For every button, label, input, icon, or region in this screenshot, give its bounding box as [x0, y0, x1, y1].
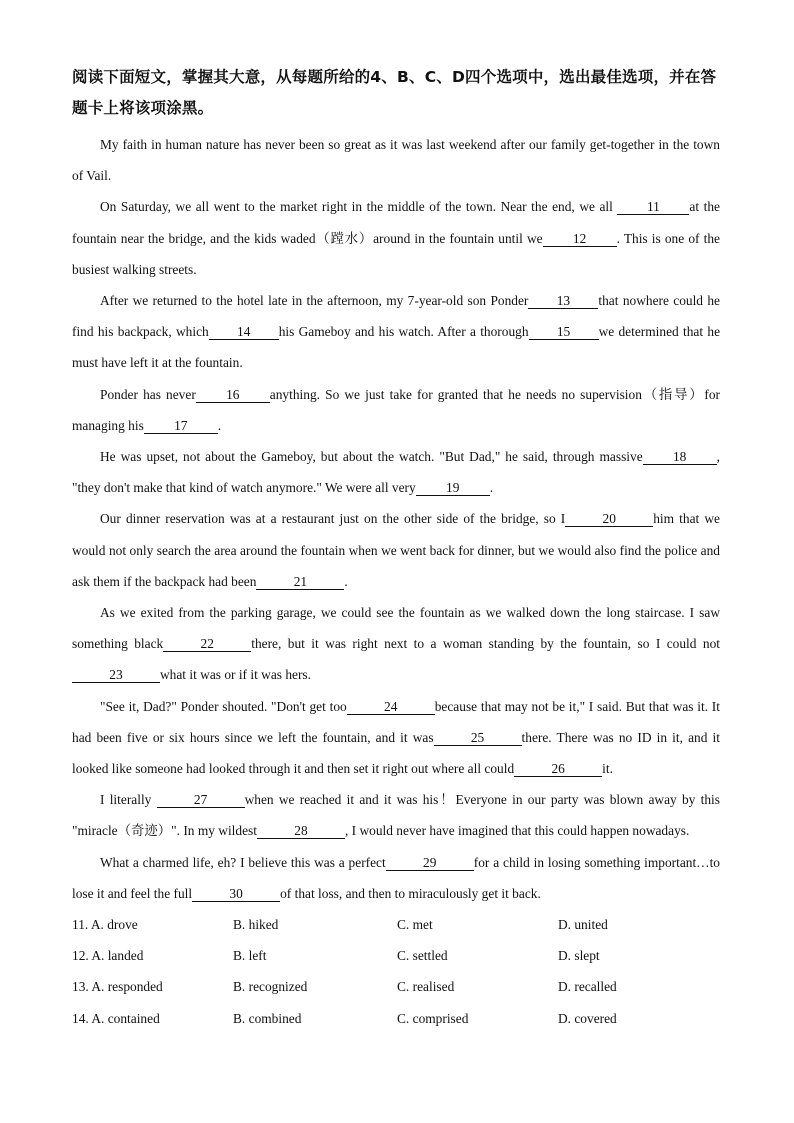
option-choice: C. settled: [397, 948, 448, 964]
blank-27: 27: [157, 792, 245, 808]
passage-paragraph: [72, 379, 720, 441]
passage-paragraph: [72, 129, 720, 191]
passage-text: . This is one of the busiest walking streets.: [72, 230, 720, 277]
passage-paragraph: [72, 847, 720, 909]
passage-text: him that we would not only search the area around the fountain when we went back for dinner, but we would also find the police and ask them if the backpack had been: [72, 511, 720, 589]
blank-17: 17: [144, 418, 218, 434]
option-choice: D. united: [558, 917, 608, 933]
option-choice: B. hiked: [233, 917, 279, 933]
passage-text: at the fountain near the bridge, and the kids waded（蹚水）around in the fountain until we: [72, 199, 720, 246]
passage-text: My faith in human nature has never been so great as it was last weekend after our family get-together in the town of Vail.: [72, 137, 720, 184]
option-choice: 12. A. landed: [72, 948, 144, 964]
blank-15: 15: [529, 324, 599, 340]
option-row: [72, 940, 720, 971]
blank-30: 30: [192, 886, 280, 902]
blank-28: 28: [257, 823, 345, 839]
option-choice: C. comprised: [397, 1010, 469, 1026]
blank-12: 12: [543, 231, 617, 247]
passage-text: his Gameboy and his watch. After a thorough: [278, 324, 529, 340]
passage-text: anything. So we just take for granted that he needs no supervision（指导）for managing his: [72, 386, 720, 433]
passage-paragraph: [72, 191, 720, 285]
passage-text: What a charmed life, eh? I believe this was a perfect: [100, 854, 386, 870]
passage-text: He was upset, not about the Gameboy, but about the watch. "But Dad," he said, through massive: [100, 449, 643, 465]
option-choice: D. covered: [558, 1010, 617, 1026]
option-row: [72, 971, 720, 1002]
blank-11: 11: [617, 199, 689, 215]
blank-16: 16: [196, 387, 270, 403]
option-choice: B. left: [233, 948, 267, 964]
passage-text: there. There was no ID in it, and it looked like someone had looked through it and then set it right out where all could: [72, 729, 720, 777]
passage-text: I literally: [100, 792, 157, 808]
passage-paragraph: [72, 285, 720, 379]
blank-24: 24: [347, 699, 435, 715]
option-row: [72, 909, 720, 940]
blank-18: 18: [643, 449, 717, 465]
passage-text: when we reached it and it was his！Everyone in our party was blown away by this "miracle（奇迹）". In my wildest: [72, 792, 720, 839]
blank-23: 23: [72, 667, 160, 683]
answer-options: [72, 909, 720, 1034]
passage-text: As we exited from the parking garage, we could see the fountain as we walked down the long staircase. I saw something black: [72, 605, 720, 652]
blank-14: 14: [209, 324, 279, 340]
option-choice: D. slept: [558, 948, 600, 964]
passage-text: .: [489, 480, 494, 496]
cloze-passage: [72, 129, 720, 909]
option-choice: C. realised: [397, 979, 455, 995]
passage-text: because that may not be it," I said. But that was it. It had been five or six hours since we left the fountain, and it was: [72, 698, 720, 745]
option-choice: B. combined: [233, 1010, 302, 1026]
blank-26: 26: [514, 761, 602, 777]
blank-13: 13: [528, 293, 598, 309]
blank-21: 21: [256, 574, 344, 590]
option-choice: C. met: [397, 917, 433, 933]
option-choice: 11. A. drove: [72, 917, 138, 933]
passage-text: for a child in losing something important…to lose it and feel the full: [72, 854, 720, 901]
passage-text: "See it, Dad?" Ponder shouted. "Don't get too: [100, 698, 347, 714]
passage-paragraph: [72, 441, 720, 503]
instruction-text: 阅读下面短文，掌握其大意，从每题所给的4、B、C、D四个选项中，选出最佳选项，并在答题卡上将该项涂黑。: [72, 68, 717, 117]
passage-paragraph: [72, 597, 720, 691]
blank-20: 20: [565, 511, 653, 527]
option-choice: B. recognized: [233, 979, 308, 995]
option-choice: 13. A. responded: [72, 979, 163, 995]
passage-text: After we returned to the hotel late in the afternoon, my 7-year-old son Ponder: [100, 293, 529, 309]
passage-text: Ponder has never: [100, 386, 196, 402]
passage-paragraph: [72, 784, 720, 846]
exam-page: [72, 62, 720, 1034]
passage-paragraph: [72, 691, 720, 785]
passage-text: there, but it was right next to a woman standing by the fountain, so I could not: [251, 636, 720, 652]
option-choice: 14. A. contained: [72, 1010, 160, 1026]
option-choice: D. recalled: [558, 979, 617, 995]
blank-25: 25: [434, 730, 522, 746]
passage-text: , "they don't make that kind of watch anymore." We were all very: [72, 449, 720, 496]
passage-text: it.: [602, 761, 613, 777]
passage-text: , I would never have imagined that this could happen nowadays.: [344, 823, 690, 839]
blank-19: 19: [416, 480, 490, 496]
option-row: [72, 1003, 720, 1034]
blank-29: 29: [386, 855, 474, 871]
passage-text: On Saturday, we all went to the market right in the middle of the town. Near the end, we all: [100, 199, 618, 215]
passage-text: of that loss, and then to miraculously get it back.: [280, 885, 541, 901]
passage-text: that nowhere could he find his backpack, which: [72, 293, 720, 340]
passage-text: we determined that he must have left it at the fountain.: [72, 324, 721, 371]
passage-text: .: [344, 573, 348, 589]
passage-text: .: [217, 417, 222, 433]
passage-text: Our dinner reservation was at a restaurant just on the other side of the bridge, so I: [100, 511, 566, 527]
passage-text: what it was or if it was hers.: [160, 667, 311, 683]
blank-22: 22: [163, 636, 251, 652]
passage-paragraph: [72, 503, 720, 597]
